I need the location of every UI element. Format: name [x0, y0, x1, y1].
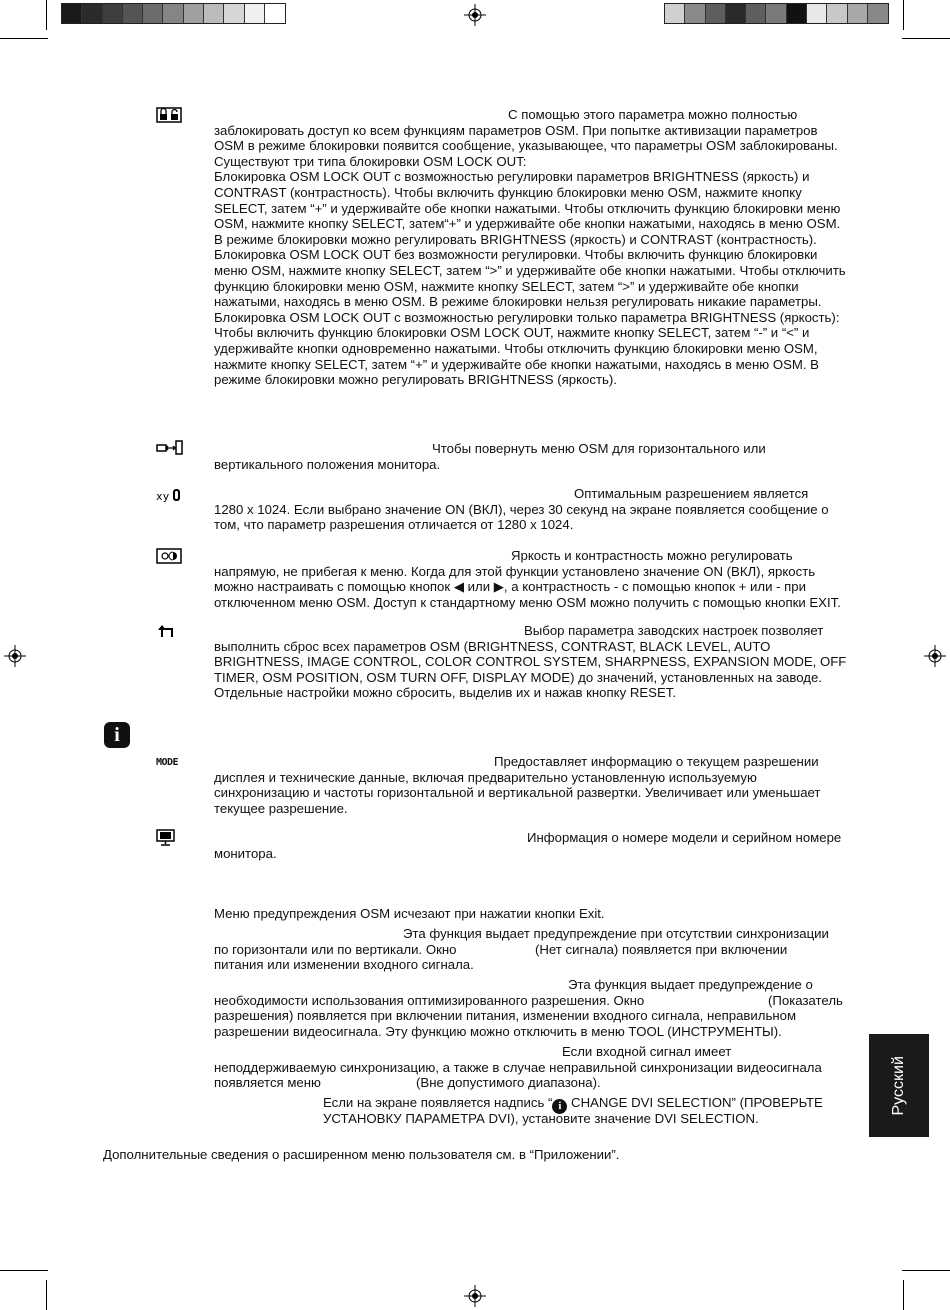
display-mode-icon: MODE [156, 757, 179, 768]
calibration-swatch [827, 4, 847, 23]
crop-mark [902, 1270, 950, 1271]
crop-mark [902, 38, 950, 39]
resolution-body: 1280 x 1024. Если выбрано значение ON (ВКЛ), через 30 секунд на экране появляется сообщение о том, что параметр разрешения отличается от 1280 x 1024. [214, 501, 829, 533]
rotation-paragraph [214, 441, 850, 472]
calibration-swatch [204, 4, 224, 23]
calibration-swatch [163, 4, 183, 23]
calibration-swatch [245, 4, 265, 23]
hotkey-first-line: Яркость и контрастность можно регулировать [511, 548, 793, 563]
out-of-range-body-a: неподдерживаемую синхронизацию, а также в случае неправильной синхронизации видеосигнала [214, 1060, 822, 1075]
lock-icon [156, 107, 184, 123]
calibration-swatch [665, 4, 685, 23]
language-tab [869, 1034, 929, 1137]
out-of-range-body-b: появляется меню [214, 1075, 321, 1090]
no-signal-body-a: по горизонтали или по вертикали. Окно [214, 942, 457, 957]
left-calibration-bar [61, 3, 286, 24]
dvi-text-a: Если на экране появляется надпись “ [323, 1095, 553, 1110]
reset-paragraph [214, 623, 850, 701]
svg-text:xy: xy [156, 490, 170, 503]
calibration-swatch [685, 4, 705, 23]
crop-mark [903, 1280, 904, 1310]
hotkey-or: или [463, 579, 494, 595]
calibration-swatch [807, 4, 827, 23]
calibration-swatch [82, 4, 102, 23]
monitor-info-paragraph [214, 830, 850, 861]
calibration-swatch [62, 4, 82, 23]
calibration-swatch [103, 4, 123, 23]
lockout-body: заблокировать доступ ко всем функциям параметров OSM. При попытке активизации параметров OSM в режиме блокировки появится сообщение, указывающее, что параметры OSM заблокированы. Существуют три типа блокировки OSM LOCK OUT: Блокировка OSM LOCK OUT с возможностью регулировки параметров BRIGHTNESS (яркость) и CONTRAST (контрастность). Чтобы включить функцию блокировки меню OSM, нажмите кнопку SELECT, затем “+” и удерживайте обе кнопки нажатыми. Чтобы отключить функцию блокировки меню OSM, нажмите кнопку SELECT, затем“+” и удерживайте обе кнопки нажатыми, находясь в меню OSM. В режиме блокировки можно регулировать BRIGHTNESS (яркость) и CONTRAST (контрастность). Блокировка OSM LOCK OUT без возможности регулировки. Чтобы включить функцию блокировки меню OSM, нажмите кнопку SELECT, затем “>” и удерживайте обе кнопки нажатыми. Чтобы отключить функцию блокировки меню OSM, нажмите кнопку SELECT, затем “>” и удерживайте обе кнопки нажатыми, находясь в меню OSM. В режиме блокировки нельзя регулировать никакие параметры. Блокировка OSM LOCK OUT с возможностью регулировки только параметра BRIGHTNESS (яркость): Чтобы включить функцию блокировки OSM LOCK OUT, нажмите кнопку SELECT, затем “-” и “<” и удерживайте кнопки одновременно нажатыми. Чтобы отключить функцию блокировки меню OSM, нажмите кнопку SELECT, затем “+” и удерживайте обе кнопки нажатыми, находясь в меню OSM. В режиме блокировки можно регулировать BRIGHTNESS (яркость). [214, 122, 846, 388]
calibration-swatch [123, 4, 143, 23]
registration-mark-icon [464, 4, 486, 26]
crop-mark [46, 0, 47, 30]
reset-body: выполнить сброс всех параметров OSM (BRIGHTNESS, CONTRAST, BLACK LEVEL, AUTO BRIGHTNESS, IMAGE CONTROL, COLOR CONTROL SYSTEM, SHARPNESS, EXPANSION MODE, OFF TIMER, OSM POSITION, OSM TURN OFF, DISPLAY MODE) до значений, установленных на заводе. Отдельные настройки можно сбросить, выделив их и нажав кнопку RESET. [214, 638, 847, 701]
monitor-info-body: монитора. [214, 845, 277, 861]
hot-key-icon [156, 548, 184, 564]
hotkey-body-b: , а контрастность - с помощью кнопок + или - при отключенном меню OSM. Доступ к стандартному меню OSM можно получить с помощью кнопки EXIT. [214, 579, 841, 610]
no-signal-body-c: питания или изменении входного сигнала. [214, 957, 474, 972]
crop-mark [0, 38, 48, 39]
resolution-notifier-icon [156, 487, 184, 503]
crop-mark [903, 0, 904, 30]
calibration-swatch [746, 4, 766, 23]
calibration-swatch [224, 4, 244, 23]
calibration-swatch [184, 4, 204, 23]
dvi-line-2: УСТАНОВКУ ПАРАМЕТРА DVI), установите значение DVI SELECTION. [323, 1111, 759, 1126]
factory-reset-icon [156, 623, 184, 639]
resolution-warning-body-c: разрешения) появляется при включении питания, изменении входного сигнала, неправильном разрешении видеосигнала. Эту функцию можно отключить в меню TOOL (ИНСТРУМЕНТЫ). [214, 1008, 797, 1039]
monitor-info-first-line: Информация о номере модели и серийном номере [527, 830, 842, 845]
calibration-swatch [706, 4, 726, 23]
information-icon: i [552, 1099, 567, 1114]
crop-mark [0, 1270, 48, 1271]
monitor-info-icon [156, 829, 184, 847]
left-arrow-icon: ◀ [453, 579, 464, 595]
hotkey-paragraph [214, 548, 850, 610]
registration-mark-icon [924, 645, 946, 667]
language-tab-label: Русский [890, 1055, 908, 1116]
resolution-warning-body-a: необходимости использования оптимизированного разрешения. Окно [214, 993, 645, 1008]
reset-first-line: Выбор параметра заводских настроек позволяет [524, 623, 824, 638]
no-signal-body-b: (Нет сигнала) появляется при включении [535, 942, 788, 957]
rotation-icon [156, 440, 184, 456]
out-of-range-body-c: (Вне допустимого диапазона). [416, 1075, 601, 1090]
lockout-first-line: С помощью этого параметра можно полностью [508, 107, 798, 122]
right-calibration-bar [664, 3, 889, 24]
resolution-first-line: Оптимальным разрешением является [574, 486, 809, 501]
calibration-swatch [143, 4, 163, 23]
resolution-warning-first-line: Эта функция выдает предупреждение о [568, 977, 813, 992]
footer-note: Дополнительные сведения о расширенном меню пользователя см. в “Приложении”. [103, 1147, 620, 1162]
resolution-paragraph [214, 486, 850, 533]
lockout-paragraph [214, 107, 850, 388]
registration-mark-icon [464, 1285, 486, 1307]
calibration-swatch [787, 4, 807, 23]
registration-mark-icon [4, 645, 26, 667]
rotation-body: вертикального положения монитора. [214, 456, 441, 472]
warnings-intro: Меню предупреждения OSM исчезают при нажатии кнопки Exit. [214, 906, 605, 921]
crop-mark [46, 1280, 47, 1310]
out-of-range-first-line: Если входной сигнал имеет [562, 1044, 732, 1059]
calibration-swatch [848, 4, 868, 23]
information-icon: i [104, 722, 130, 748]
calibration-swatch [726, 4, 746, 23]
calibration-swatch [766, 4, 786, 23]
hotkey-body-a: напрямую, не прибегая к меню. Когда для этой функции установлено значение ON (ВКЛ), яркость можно настраивать с помощью кнопок [214, 563, 816, 595]
calibration-swatch [868, 4, 888, 23]
no-signal-first-line: Эта функция выдает предупреждение при отсутствии синхронизации [403, 926, 829, 941]
resolution-warning-body-b: (Показатель [768, 993, 843, 1008]
display-mode-body: дисплея и технические данные, включая предварительно установленную используемую синхронизацию и частоты горизонтальной и вертикальной развертки. Увеличивает или уменьшает текущее разрешение. [214, 769, 821, 816]
calibration-swatch [265, 4, 285, 23]
dvi-text-b: CHANGE DVI SELECTION” (ПРОВЕРЬТЕ [567, 1095, 823, 1110]
right-arrow-icon: ▶ [493, 579, 504, 595]
display-mode-paragraph [214, 754, 850, 816]
rotation-first-line: Чтобы повернуть меню OSM для горизонтального или [432, 441, 766, 456]
display-mode-first-line: Предоставляет информацию о текущем разрешении [494, 754, 819, 769]
